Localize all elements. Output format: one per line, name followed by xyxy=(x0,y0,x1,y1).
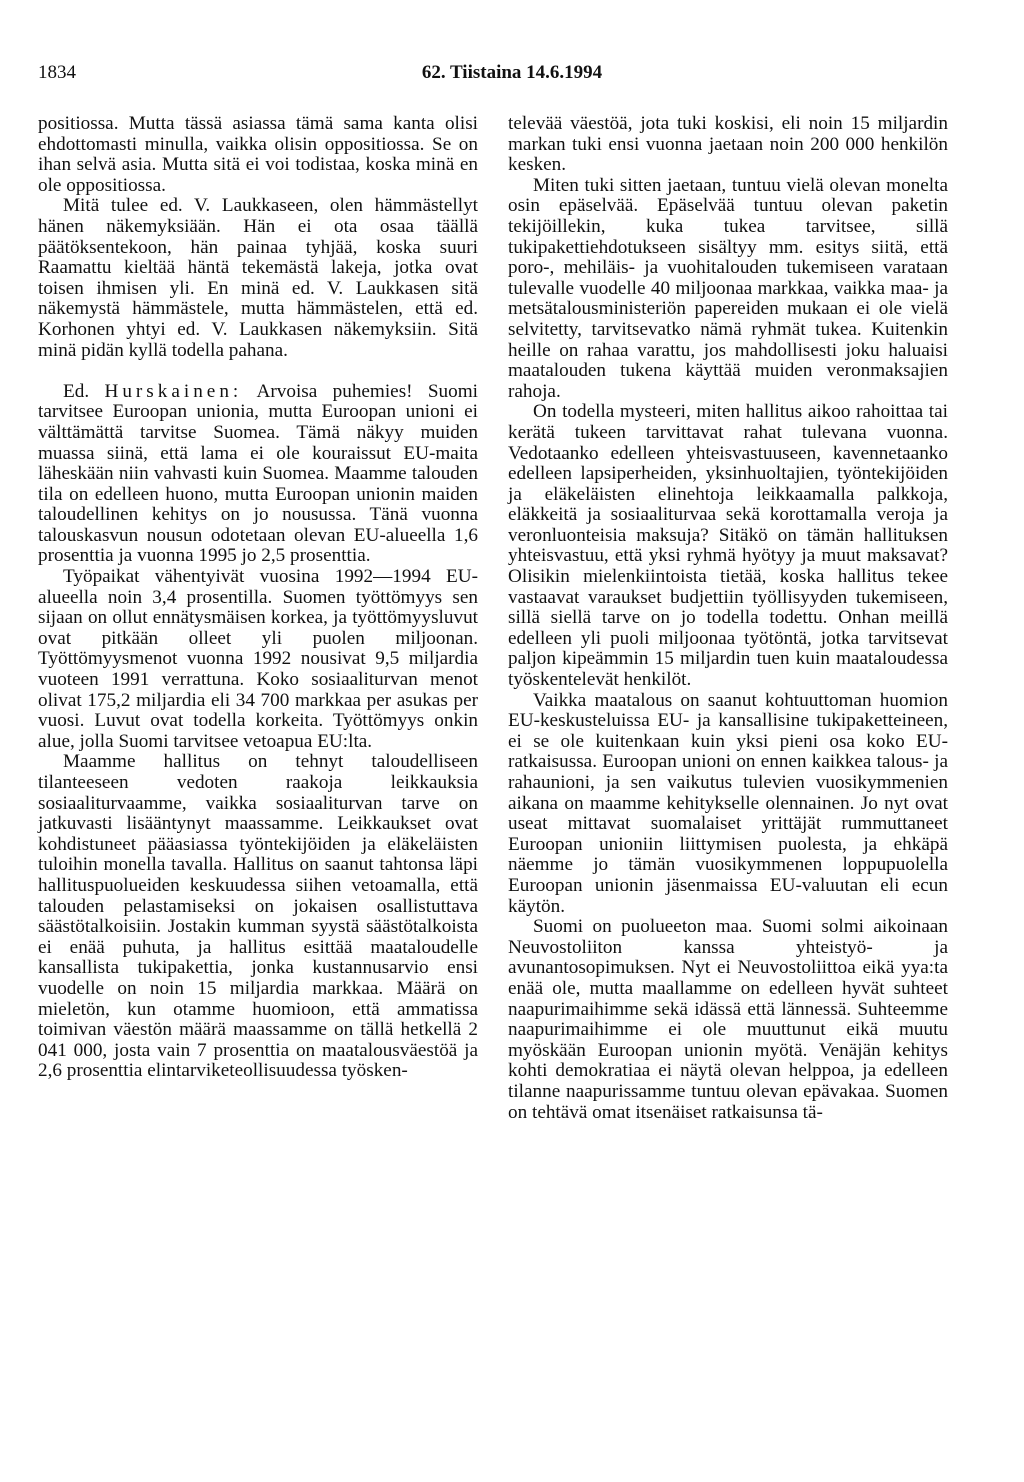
paragraph: televää väestöä, jota tuki koskisi, eli noin 15 miljardin markan tuki ensi vuonna jaetaan noin 200 000 henkilön kesken. xyxy=(508,113,948,176)
speech-prefix: Ed. xyxy=(63,380,90,402)
right-column xyxy=(508,114,948,1123)
paragraph: positiossa. Mutta tässä asiassa tämä sama kanta olisi ehdottomasti minulla, vaikka olisin oppositiossa. Se on ihan selvä asia. Mutta sitä ei voi todistaa, koska minä en ole oppositiossa. xyxy=(38,113,478,196)
paragraph: Vaikka maatalous on saanut kohtuuttoman huomion EU-keskusteluissa EU- ja kansallisine tukipaketteineen, ei se ole kuitenkaan kuin yksi pieni osa koko EU-ratkaisussa. Euroopan unioni on ennen kaikkea talous- ja rahaunioni, ja sen vaikutus tulevien vuosikymmenien aikana on maamme kehitykselle olennainen. Jo nyt ovat useat mittavat suomalaiset yrittäjät rummuttaneet Euroopan unioniin liittymisen puolesta, ja ehkäpä näemme jo tämän vuosikymmenen loppupuolella Euroopan unionin jäsenmaissa EU-valuutan eli ecun käytön. xyxy=(508,689,948,917)
session-date: 62. Tiistaina 14.6.1994 xyxy=(421,62,603,83)
paragraph: On todella mysteeri, miten hallitus aikoo rahoittaa tai kerätä tukeen tarvittavat rahat tulevana vuonna. Vedotaanko edelleen yhteisvastuuseen, kavennetaanko edelleen lapsiperheiden, yksinhuoltajien, työntekijöiden ja eläkeläisten elinehtoja leikkaamalla palkkoja, eläkkeitä ja sosiaaliturvaa sekä korottamalla veroja ja veronluonteisia maksuja? Sitäkö on tämän hallituksen yhteisvastuu, että yksi ryhmä hyötyy ja muut maksavat? Olisikin mielenkiintoista tietää, koska hallitus tekee vastaavat varaukset budjettiin työllisyyden tukemiseen, sillä siellä tarve on jo todella todettu. Onhan meillä edelleen yli puoli miljoonaa työtöntä, jotka tarvitsevat paljon kipeämmin 15 miljardin tuen kuin maataloudessa työskentelevät henkilöt. xyxy=(508,401,948,691)
paragraph: Suomi on puolueeton maa. Suomi solmi aikoinaan Neuvostoliiton kanssa yhteistyö- ja avunantosopimuksen. Nyt ei Neuvostoliittoa eikä yya:ta enää ole, mutta maallamme on edelleen hyvät suhteet naapurimaihimme sekä idässä että lännessä. Suhteemme naapurimaihimme ei ole muuttunut eikä muutu myöskään Euroopan unionin myötä. Venäjän kehitys kohti demokratiaa ei näytä olevan helppoa, ja edelleen tilanne naapurissamme tuntuu olevan epävakaa. Suomen on tehtävä omat itsenäiset ratkaisunsa tä- xyxy=(508,916,948,1123)
paragraph: Työpaikat vähentyivät vuosina 1992—1994 EU-alueella noin 3,4 prosentilla. Suomen työttömyys sen sijaan on ollut ennätysmäisen korkea, ja työttömyysluvut ovat pitkään olleet yli puolen miljoonan. Työttömyysmenot vuonna 1992 nousivat 9,5 miljardia vuoteen 1991 verrattuna. Koko sosiaaliturvan menot olivat 175,2 miljardia eli 34 700 markkaa per asukas per vuosi. Luvut ovat todella korkeita. Työttömyys onkin alue, jolla Suomi tarvitsee vetoapua EU:lta. xyxy=(38,566,478,752)
paragraph: Mitä tulee ed. V. Laukkaseen, olen hämmästellyt hänen näkemyksiään. Hän ei ota osaa täällä päätöksentekoon, hän painaa tyhjää, koska suuri Raamattu kieltää häntä tekemästä lakeja, jotka ovat toisen ihmisen yli. En minä ed. V. Laukkasen sitä näkemystä hämmästele, mutta hämmästelen, että ed. Korhonen yhtyi ed. V. Laukkasen näkemyksiin. Sitä minä pidän kyllä todella pahana. xyxy=(38,195,478,361)
page-number: 1834 xyxy=(38,62,76,83)
left-column xyxy=(38,114,478,1082)
paragraph: Miten tuki sitten jaetaan, tuntuu vielä olevan monelta osin epäselvää. Epäselvää tuntuu olevan paketin tekijöillekin, kuka tukea tarvitsee, sillä tukipakettiehdotukseen sisältyy mm. esitys siitä, että poro-, mehiläis- ja vuohitalouden tukemiseen varataan tulevalle vuodelle 40 miljoonaa markkaa, vaikka maa- ja metsätalousministeriön papereiden mukaan ei ole vielä selvitetty, tarvitsevatko nämä ryhmät tukea. Kuitenkin heille on rahaa varattu, jos mahdollisesti joku haluaisi maatalouden tukena käyttää muiden veronmaksajien rahoja. xyxy=(508,174,948,402)
speaker-name: Hurskainen: xyxy=(104,380,243,402)
page-header xyxy=(38,60,986,86)
speech-paragraph xyxy=(38,382,478,567)
paragraph: Maamme hallitus on tehnyt taloudelliseen tilanteeseen vedoten raakoja leikkauksia sosiaaliturvaamme, vaikka sosiaaliturvan tarve on jatkuvasti lisääntynyt maassamme. Leikkaukset ovat kohdistuneet pääasiassa työntekijöiden ja eläkeläisten tuloihin monella tavalla. Hallitus on saanut tahtonsa läpi hallituspuolueiden keskuudessa siihen vetoamalla, että talouden pelastamiseksi on jokaisen osallistuttava säästötalkoisiin. Jostakin kumman syystä säästötalkoista ei enää puhuta, ja hallitus esittää maataloudelle kansallista tukipakettia, jonka kustannusarvio ensi vuodelle on noin 15 miljardia markkaa. Määrä on mieletön, kun otamme huomioon, että ammatissa toimivan väestön määrä maassamme on tällä hetkellä 2 041 000, josta vain 7 prosenttia on maatalousväestöä ja 2,6 prosenttia elintarviketeollisuudessa työsken- xyxy=(38,751,478,1082)
speech-text: Arvoisa puhemies! Suomi tarvitsee Euroopan unionia, mutta Euroopan unioni ei välttämättä tarvitse Suomea. Tämä näkyy muiden muassa siinä, että lama ei ole kouraissut EU-maita läheskään niin vahvasti kuin Suomea. Maamme talouden tila on edelleen huono, mutta Euroopan unionin maiden taloudellinen kehitys on jo nousussa. Tänä vuonna talouskasvun nousun odotetaan olevan EU-alueella 1,6 prosenttia ja vuonna 1995 jo 2,5 prosenttia. xyxy=(38,380,478,567)
